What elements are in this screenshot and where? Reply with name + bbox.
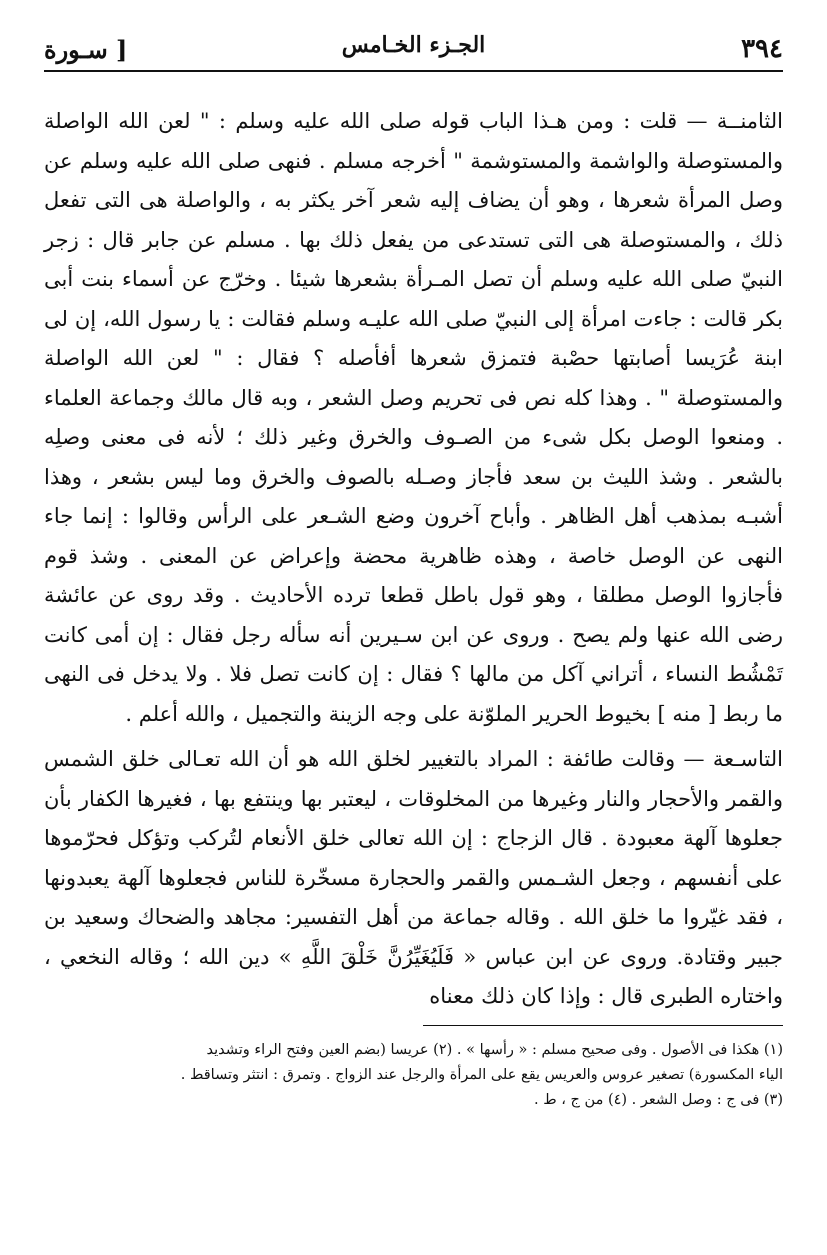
footnote-divider bbox=[423, 1025, 783, 1026]
footnote-line: (٣) فى ج : وصل الشعر . (٤) من ج ، ط . bbox=[534, 1091, 783, 1108]
surah-label: [ سـورة bbox=[44, 34, 128, 64]
footnotes bbox=[44, 1038, 783, 1113]
paragraph-eighth: الثامنــة — قلت : ومن هـذا الباب قوله صلى الله عليه وسلم : " لعن الله الواصلة والمستوصلة والواشمة والمستوشمة " أخرجه مسلم . فنهى صلى الله عليه وسلم عن وصل المرأة شعرها ، وهو أن يضاف إليه شعر آخر يكثر به ، والواصلة هى التى تفعل ذلك ، والمستوصلة هى التى تستدعى من يفعل ذلك بها . مسلم عن جابر قال : زجر النبيّ صلى الله عليه وسلم أن تصل المـرأة بشعرها شيئا . وخرّج عن أسماء بنت أبى بكر قالت : جاءت امرأة إلى النبيّ صلى الله عليـه وسلم فقالت : يا رسول الله، إن لى ابنة عُرَيسا أصابتها حصْبة فتمزق شعرها أفأصله ؟ فقال : " لعن الله الواصلة والمستوصلة " . وهذا كله نص فى تحريم وصل الشعر ، وبه قال مالك وجماعة العلماء . ومنعوا الوصل بكل شىء من الصـوف والخرق وغير ذلك ؛ لأنه فى معنى وصلِه بالشعر . وشذ الليث بن سعد فأجاز وصـله بالصوف والخرق وما ليس بشعر ، وهذا أشبـه بمذهب أهل الظاهر . وأباح آخرون وضع الشـعر على الرأس وقالوا : إنما جاء النهى عن الوصل خاصة ، وهذه ظاهرية محضة وإعراض عن المعنى . وشذ قوم فأجازوا الوصل مطلقا ، وهو قول باطل قطعا ترده الأحاديث . وقد روى عن عائشة رضى الله عنها ولم يصح . وروى عن ابن سـيرين أنه سأله رجل فقال : إن أمى كانت تَمْشُط النساء ، أتراني آكل من مالها ؟ فقال : إن كانت تصل فلا . ولا يدخل فى النهى ما ربط [ منه ] بخيوط الحرير الملوّنة على وجه الزينة والتجميل ، والله أعلم . bbox=[44, 109, 783, 726]
page-header bbox=[44, 28, 783, 72]
footnote-line: (١) هكذا فى الأصول . وفى صحيح مسلم : « رأسها » . (٢) عريسا (بضم العين وفتح الراء وتشديد bbox=[206, 1041, 783, 1058]
main-text bbox=[44, 102, 783, 1017]
page-number: ٣٩٤ bbox=[741, 34, 783, 64]
paragraph-ninth: التاسـعة — وقالت طائفة : المراد بالتغيير لخلق الله هو أن الله تعـالى خلق الشمس والقمر والأحجار والنار وغيرها من المخلوقات ، ليعتبر بها وينتفع بها ، فغيرها الكفار بأن جعلوها آلهة معبودة . قال الزجاج : إن الله تعالى خلق الأنعام لتُركب وتؤكل فحرّموها على أنفسهم ، وجعل الشـمس والقمر والحجارة مسخّرة للناس فجعلوها آلهة يعبدونها ، فقد غيّروا ما خلق الله . وقاله جماعة من أهل التفسير: مجاهد والضحاك وسعيد بن جبير وقتادة. وروى عن ابن عباس « فَلَيُغَيِّرُنَّ خَلْقَ اللَّهِ » دين الله ؛ وقاله النخعي ، واختاره الطبرى قال : وإذا كان ذلك معناه bbox=[44, 747, 783, 1008]
running-title: الجـزء الخـامس bbox=[341, 32, 486, 58]
footnote-line: الياء المكسورة) تصغير عروس والعريس يقع على المرأة والرجل عند الزواج . وتمرق : انتثر وتساقط . bbox=[180, 1066, 783, 1083]
